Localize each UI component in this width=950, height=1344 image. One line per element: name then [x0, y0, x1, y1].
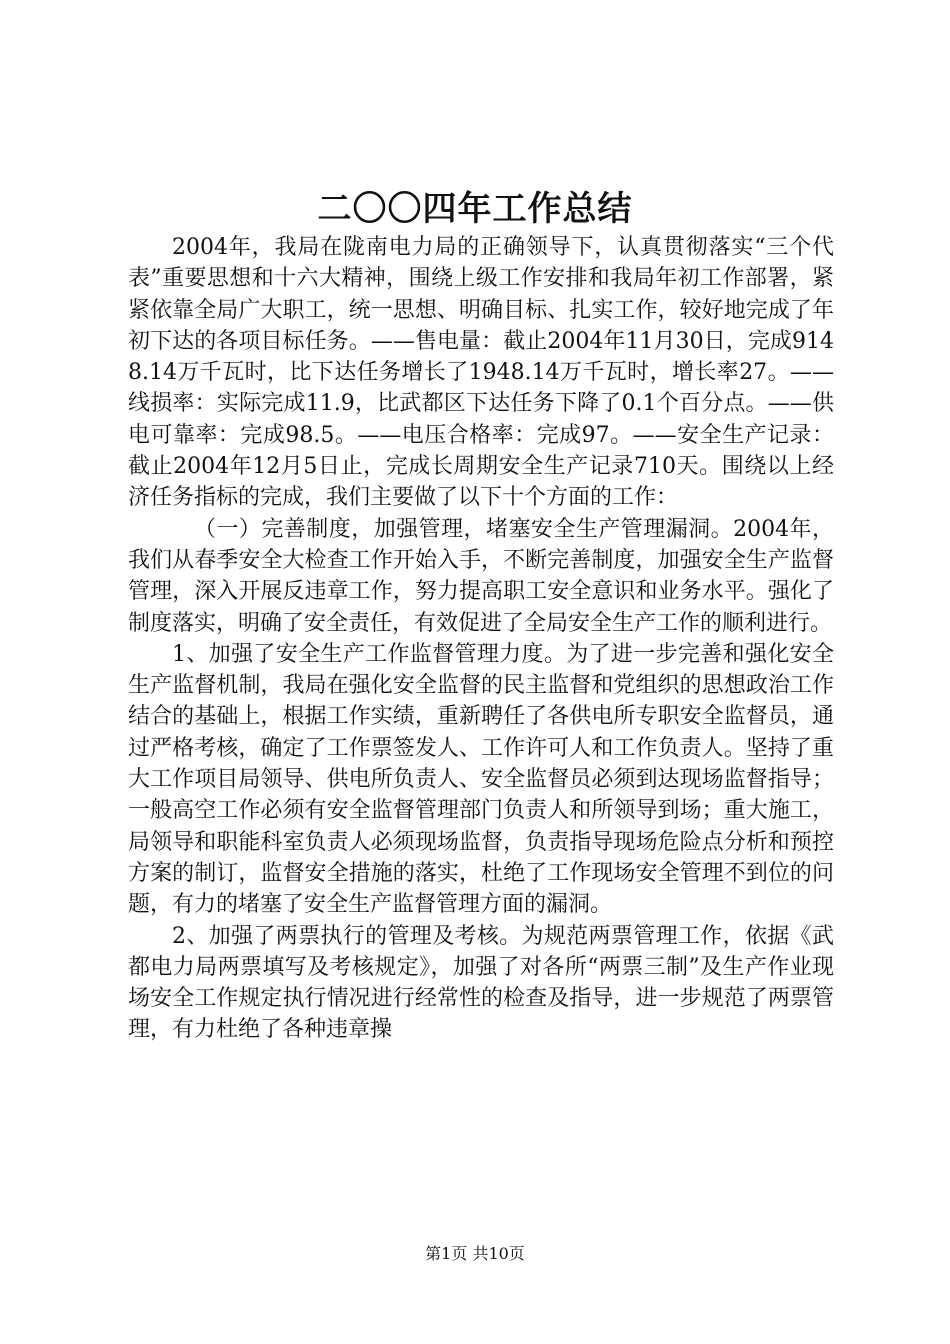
paragraph-section-1: （一）完善制度，加强管理，堵塞安全生产管理漏洞。2004年，我们从春季安全大检查工作开始入手，不断完善制度，加强安全生产监督管理，深入开展反违章工作，努力提高职工安全意识和业务水平。强化了制度落实，明确了安全责任，有效促进了全局安全生产工作的顺利进行。 [128, 516, 834, 636]
paragraph-item-2: 2、加强了两票执行的管理及考核。为规范两票管理工作，依据《武都电力局两票填写及考核规定》，加强了对各所“两票三制”及生产作业现场安全工作规定执行情况进行经常性的检查及指导，进一步规范了两票管理，有力杜绝了各种违章操 [128, 923, 834, 1043]
paragraph-item-1: 1、加强了安全生产工作监督管理力度。为了进一步完善和强化安全生产监督机制，我局在强化安全监督的民主监督和党组织的思想政治工作结合的基础上，根据工作实绩，重新聘任了各供电所专职安全监督员，通过严格考核，确定了工作票签发人、工作许可人和工作负责人。坚持了重大工作项目局领导、供电所负责人、安全监督员必须到达现场监督指导；一般高空工作必须有安全监督管理部门负责人和所领导到场；重大施工，局领导和职能科室负责人必须现场监督，负责指导现场危险点分析和预控方案的制订，监督安全措施的落实，杜绝了工作现场安全管理不到位的问题，有力的堵塞了安全生产监督管理方面的漏洞。 [128, 641, 834, 918]
page-footer: 第1页 共10页 [425, 1244, 525, 1263]
paragraph-intro: 2004年，我局在陇南电力局的正确领导下，认真贯彻落实“三个代表”重要思想和十六大精神，围绕上级工作安排和我局年初工作部署，紧紧依靠全局广大职工，统一思想、明确目标、扎实工作，较好地完成了年初下达的各项目标任务。——售电量：截止2004年11月30日，完成9148.14万千瓦时，比下达任务增长了1948.14万千瓦时，增长率27。——线损率：实际完成11.9，比武都区下达任务下降了0.1个百分点。——供电可靠率：完成98.5。——电压合格率：完成97。——安全生产记录：截止2004年12月5日止，完成长周期安全生产记录710天。围绕以上经济任务指标的完成，我们主要做了以下十个方面的工作： [128, 235, 834, 511]
document-body [128, 232, 834, 1046]
document-title: 二〇〇四年工作总结 [317, 189, 633, 229]
